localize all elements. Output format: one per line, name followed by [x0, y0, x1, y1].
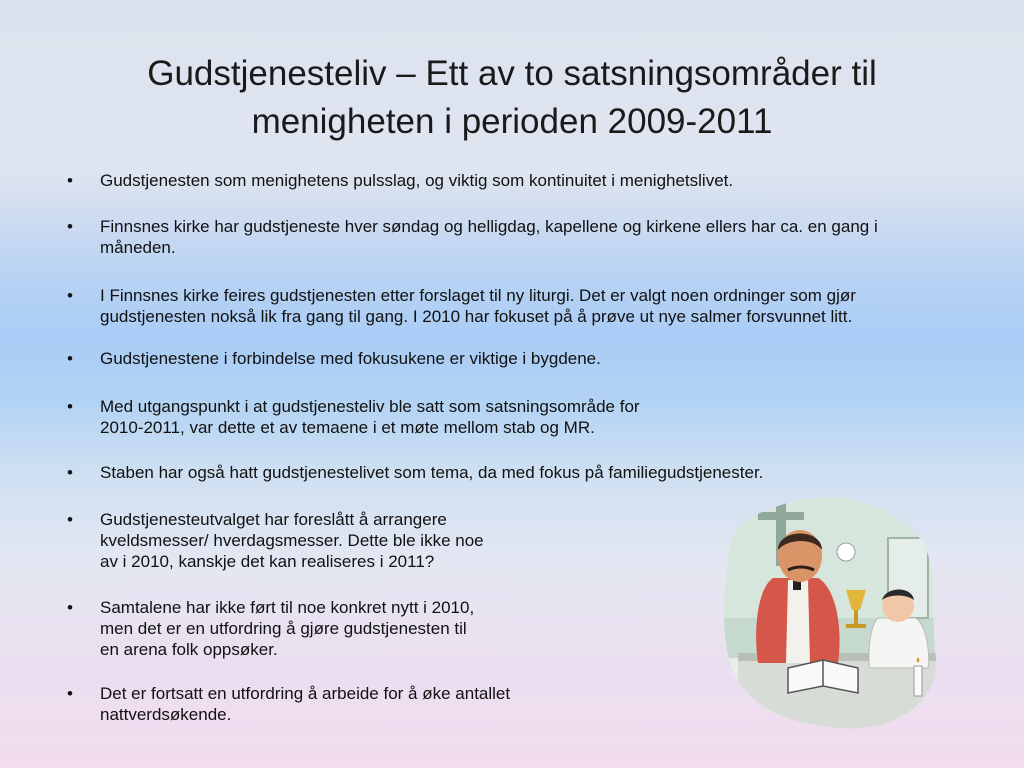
- bullet-text-line: Staben har også hatt gudstjenestelivet som tema, da med fokus på familiegudstjenester.: [100, 463, 764, 482]
- bullet-item: [67, 348, 601, 369]
- bullet-text-line: Gudstjenestene i forbindelse med fokusukene er viktige i bygdene.: [100, 349, 601, 368]
- bullet-text-line: Det er fortsatt en utfordring å arbeide for å øke antallet: [100, 684, 511, 703]
- bullet-text-line: Med utgangspunkt i at gudstjenesteliv ble satt som satsningsområde for: [100, 397, 640, 416]
- bullet-dot: •: [67, 684, 73, 703]
- bullet-dot: •: [67, 171, 73, 190]
- bullet-dot: •: [67, 286, 73, 305]
- bullet-item: [67, 597, 475, 660]
- bullet-text-line: nattverdsøkende.: [100, 705, 232, 724]
- title-line-1: Gudstjenesteliv – Ett av to satsningsområder til: [147, 54, 877, 93]
- bullet-dot: •: [67, 349, 73, 368]
- bullet-item: [67, 170, 734, 191]
- bullet-item: [67, 216, 878, 258]
- bullet-item: [67, 683, 511, 725]
- bullet-dot: •: [67, 510, 73, 529]
- bullet-text-line: Finnsnes kirke har gudstjeneste hver søndag og helligdag, kapellene og kirkene ellers har ca. en gang i: [100, 217, 878, 236]
- slide-title: [60, 50, 964, 146]
- bullet-item: [67, 285, 856, 327]
- bullet-item: [67, 462, 764, 483]
- bullet-dot: •: [67, 598, 73, 617]
- bullet-text-line: men det er en utfordring å gjøre gudstjenesten til: [100, 619, 467, 638]
- bullet-text-line: en arena folk oppsøker.: [100, 640, 278, 659]
- bullet-text-line: Gudstjenesteutvalget har foreslått å arrangere: [100, 510, 447, 529]
- bullet-dot: •: [67, 463, 73, 482]
- bullet-text-line: av i 2010, kanskje det kan realiseres i 2011?: [100, 552, 435, 571]
- bullet-text-line: I Finnsnes kirke feires gudstjenesten etter forslaget til ny liturgi. Det er valgt noen ordninger som gjør: [100, 286, 856, 305]
- bullet-item: [67, 396, 640, 438]
- priest-communion-illustration: [718, 488, 938, 733]
- bullet-text-line: 2010-2011, var dette et av temaene i et møte mellom stab og MR.: [100, 418, 595, 437]
- bullet-text-line: gudstjenesten nokså lik fra gang til gang. I 2010 har fokuset på å prøve ut nye salmer forsvunnet litt.: [100, 307, 853, 326]
- bullet-text-line: kveldsmesser/ hverdagsmesser. Dette ble ikke noe: [100, 531, 484, 550]
- bullet-text-line: Samtalene har ikke ført til noe konkret nytt i 2010,: [100, 598, 475, 617]
- bullet-item: [67, 509, 484, 572]
- bullet-text-line: måneden.: [100, 238, 176, 257]
- title-line-2: menigheten i perioden 2009-2011: [251, 102, 773, 141]
- bullet-dot: •: [67, 397, 73, 416]
- bullet-text-line: Gudstjenesten som menighetens pulsslag, og viktig som kontinuitet i menighetslivet.: [100, 171, 734, 190]
- bullet-dot: •: [67, 217, 73, 236]
